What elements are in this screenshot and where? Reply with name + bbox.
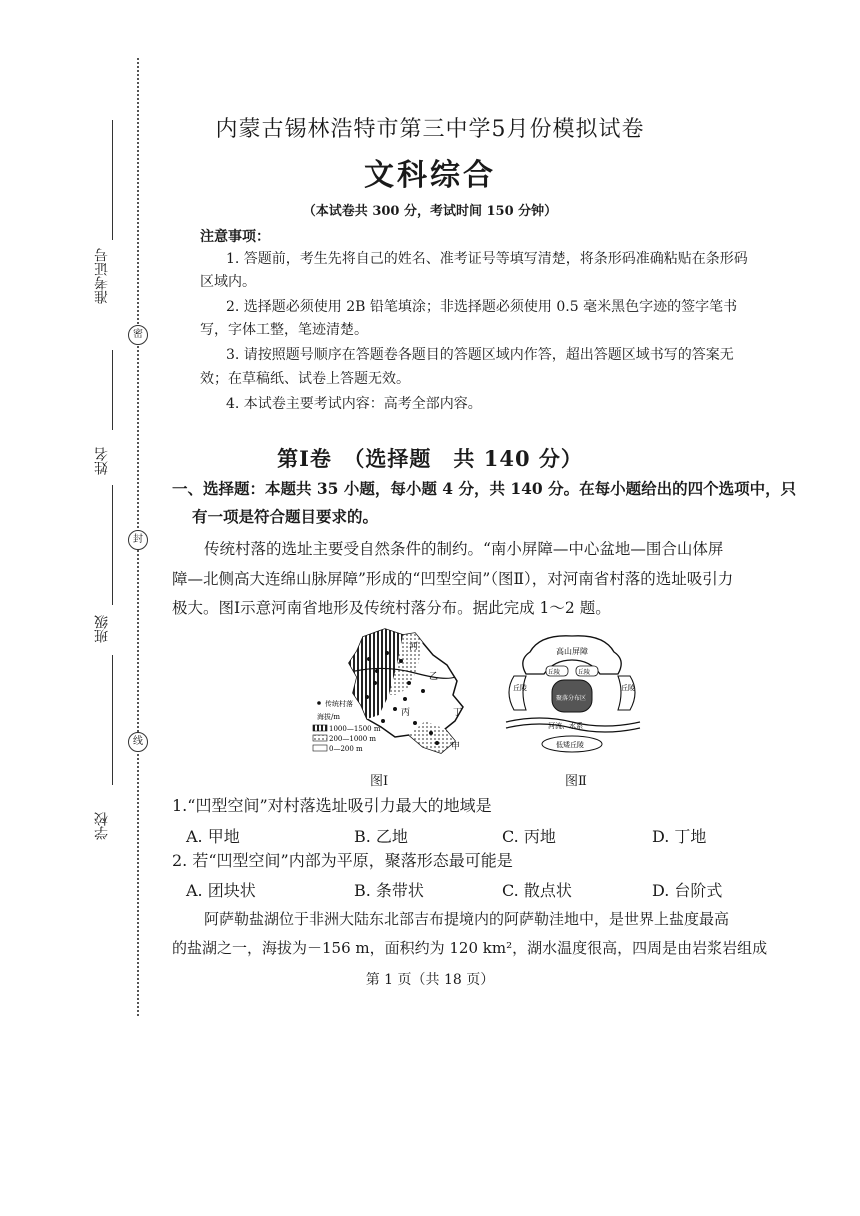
field-line-name — [112, 350, 113, 430]
notes-line: 1. 答题前，考生先将自己的姓名、准考证号等填写清楚，将条形码准确粘贴在条形码 — [226, 251, 748, 267]
exam-title: 内蒙古锡林浩特市第三中学5月份模拟试卷 — [215, 117, 645, 142]
field-class-label: 班级 — [94, 615, 110, 643]
legend-mid: 200—1000 m — [329, 735, 377, 743]
section-title: 第Ⅰ卷 （选择题 共 140 分） — [277, 446, 583, 471]
figure2-caption: 图Ⅱ — [565, 774, 587, 789]
map-label-bing: 丙 — [401, 708, 411, 718]
question-1-option-b: B. 乙地 — [354, 827, 408, 846]
section-instruction-cont: 有一项是符合题目要求的。 — [192, 507, 379, 526]
notes-line: 3. 请按照题号顺序在答题卷各题目的答题区域内作答，超出答题区域书写的答案无 — [226, 347, 734, 363]
figure1-caption: 图Ⅰ — [370, 774, 389, 789]
field-exam-id-label: 准考证号 — [94, 248, 110, 304]
legend-high: 1000—1500 m — [329, 725, 381, 733]
question-2-option-c: C. 散点状 — [502, 881, 572, 900]
notes-line: 2. 选择题必须使用 2B 铅笔填涂；非选择题必须使用 0.5 毫米黑色字迹的签字笔书 — [226, 299, 738, 315]
map-label-ding: 丁 — [453, 708, 463, 718]
legend-elev-title: 海拔/m — [317, 713, 340, 721]
notes-line: 效；在草稿纸、试卷上答题无效。 — [200, 371, 410, 387]
notes-line: 4. 本试卷主要考试内容：高考全部内容。 — [226, 396, 482, 412]
map-label-river: 河 — [409, 642, 419, 652]
question-1-stem: 1.“凹型空间”对村落选址吸引力最大的地域是 — [172, 796, 492, 815]
question-2-option-b: B. 条带状 — [354, 881, 424, 900]
section-instruction: 一、选择题：本题共 35 小题，每小题 4 分，共 140 分。在每小题给出的四个选项中，只 — [172, 479, 797, 498]
question-2-stem: 2. 若“凹型空间”内部为平原，聚落形态最可能是 — [172, 851, 513, 870]
passage-line: 障—北侧高大连绵山脉屏障”形成的“凹型空间”（图Ⅱ），对河南省村落的选址吸引力 — [172, 570, 734, 588]
question-1-option-c: C. 丙地 — [502, 827, 556, 846]
subject-title: 文科综合 — [364, 158, 496, 193]
fig2-label-hill-right: 丘陵 — [621, 684, 635, 692]
question-2-option-a: A. 团块状 — [186, 881, 256, 900]
question-2-option-d: D. 台阶式 — [652, 881, 723, 900]
legend-high-swatch — [313, 725, 327, 731]
field-line-school — [112, 655, 113, 785]
question-1-option-d: D. 丁地 — [652, 827, 707, 846]
fig2-label-center: 聚落分布区 — [556, 695, 587, 702]
question-1-option-a: A. 甲地 — [186, 827, 240, 846]
fig2-label-hill-left: 丘陵 — [513, 684, 527, 692]
map-label-yi: 乙 — [429, 672, 439, 682]
figure-henan-map — [305, 625, 485, 760]
seal-mark-mi: 密 — [128, 325, 148, 345]
notes-heading: 注意事项： — [200, 229, 270, 245]
legend-low: 0—200 m — [329, 745, 363, 753]
field-school-label: 学校 — [94, 812, 110, 840]
fig2-label-inner-right: 丘陵 — [578, 669, 591, 676]
figure-concave-space — [500, 630, 645, 755]
map-label-jia: 甲 — [451, 742, 461, 752]
field-line-class — [112, 485, 113, 605]
legend-low-swatch — [313, 745, 327, 751]
legend-village-dot-icon — [317, 701, 321, 705]
fig2-label-river: 河流、水系 — [548, 722, 583, 730]
passage2-line: 的盐湖之一，海拔为－156 m，面积约为 120 km²，湖水温度很高，四周是由岩浆岩组成 — [172, 939, 768, 957]
page-number: 第 1 页（共 18 页） — [365, 972, 495, 988]
legend-mid-swatch — [313, 735, 327, 741]
seal-mark-xian: 线 — [128, 732, 148, 752]
seal-mark-feng: 封 — [128, 530, 148, 550]
field-name-label: 姓名 — [94, 447, 110, 475]
fig2-label-bottom: 低矮丘陵 — [556, 741, 584, 749]
notes-line: 区域内。 — [200, 274, 256, 290]
exam-meta: （本试卷共 300 分，考试时间 150 分钟） — [302, 204, 558, 219]
fig2-label-top: 高山屏障 — [556, 647, 588, 656]
notes-line: 写，字体工整，笔迹清楚。 — [200, 322, 368, 338]
passage-line: 传统村落的选址主要受自然条件的制约。“南小屏障—中心盆地—围合山体屏 — [204, 540, 724, 558]
fig2-label-inner-left: 丘陵 — [548, 669, 561, 676]
passage2-line: 阿萨勒盐湖位于非洲大陆东北部吉布提境内的阿萨勒洼地中，是世界上盐度最高 — [204, 910, 730, 928]
legend-village: 传统村落 — [325, 700, 353, 708]
passage-line: 极大。图Ⅰ示意河南省地形及传统村落分布。据此完成 1～2 题。 — [172, 599, 611, 617]
